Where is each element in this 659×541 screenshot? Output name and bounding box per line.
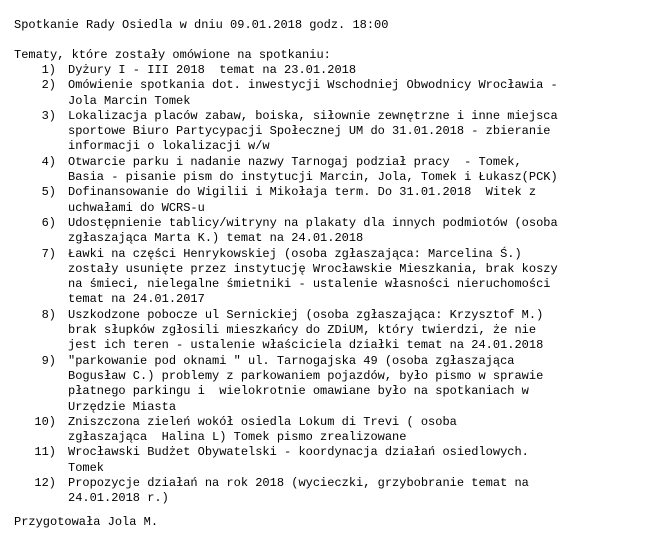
- topic-text-line: Zniszczona zieleń wokół osiedla Lokum di Trevi ( osoba: [68, 414, 457, 429]
- topic-text-line: jest ich teren - ustalenie właściciela działki temat na 24.01.2018: [68, 338, 544, 353]
- topic-number: 6): [41, 215, 56, 230]
- topic-item: [14, 216, 654, 247]
- topic-number: 4): [41, 154, 56, 169]
- topic-text-line: zostały usunięte przez instytucję Wrocławskie Mieszkania, brak koszy: [68, 261, 558, 276]
- topic-item: [14, 63, 654, 78]
- topic-text-line: brak słupków zgłosili mieszkańcy do ZDiUM, który twierdzi, że nie: [68, 323, 537, 338]
- topic-text-line: Tomek: [68, 460, 105, 475]
- topic-text-line: informacji o lokalizacji w/w: [68, 139, 270, 154]
- topic-text-line: Dyżury I - III 2018 temat na 23.01.2018: [68, 63, 357, 77]
- topic-number: 2): [41, 78, 56, 93]
- topic-text-line: Basia - pisanie pism do instytucji Marcin, Jola, Tomek i Łukasz(PCK): [68, 170, 558, 185]
- topic-number: 11): [34, 445, 56, 460]
- topic-text-line: płatnego parkingu i wielokrotnie omawiane było na spotkaniach w: [68, 384, 529, 399]
- topic-number: 10): [34, 414, 56, 429]
- topic-number: 1): [41, 63, 56, 77]
- document: [14, 18, 654, 507]
- topic-number: 7): [41, 246, 56, 261]
- topics-intro: Tematy, które zostały omówione na spotkaniu:: [14, 48, 331, 62]
- topic-text-line: Propozycje działań na rok 2018 (wycieczki, grzybobranie temat na: [68, 476, 529, 491]
- document-footer: Przygotowała Jola M.: [14, 515, 159, 529]
- topic-text-line: Bogusław C.) problemy z parkowaniem pojazdów, było pismo w sprawie: [68, 368, 544, 383]
- topic-text-line: 24.01.2018 r.): [68, 491, 169, 506]
- topic-item: [14, 78, 654, 109]
- topic-text-line: Uszkodzone pobocze ul Sernickiej (osoba zgłaszająca: Krzysztof M.): [68, 307, 544, 322]
- topic-text-line: uchwałami do WCRS-u: [68, 200, 205, 215]
- topic-text-line: Dofinansowanie do Wigilii i Mikołaja term. Do 31.01.2018 Witek z: [68, 185, 537, 200]
- topic-text-line: na śmieci, nielegalne śmietniki - ustalenie własności nieruchomości: [68, 277, 551, 292]
- topic-item: [14, 308, 654, 354]
- topic-text-line: Jola Marcin Tomek: [68, 93, 191, 108]
- topic-text-line: Lokalizacja placów zabaw, boiska, siłownie zewnętrzne i inne miejsca: [68, 108, 558, 123]
- topic-text-line: Ławki na części Henrykowskiej (osoba zgłaszająca: Marcelina Ś.): [68, 246, 522, 261]
- topic-item: [14, 109, 654, 155]
- topic-number: 8): [41, 307, 56, 322]
- topic-text-line: "parkowanie pod oknami " ul. Tarnogajska 49 (osoba zgłaszająca: [68, 353, 515, 368]
- topic-item: [14, 476, 654, 507]
- topic-item: [14, 155, 654, 186]
- topic-item: [14, 415, 654, 446]
- topic-number: 12): [34, 476, 56, 491]
- topics-list: [14, 63, 654, 507]
- topic-text-line: zgłaszająca Marta K.) temat na 24.01.2018: [68, 231, 364, 246]
- topic-text-line: Urzędzie Miasta: [68, 399, 177, 414]
- topic-item: [14, 354, 654, 415]
- topic-item: [14, 185, 654, 216]
- topic-number: 3): [41, 108, 56, 123]
- topic-number: 5): [41, 185, 56, 200]
- document-title: Spotkanie Rady Osiedla w dniu 09.01.2018 godz. 18:00: [14, 18, 389, 32]
- topic-number: 9): [41, 353, 56, 368]
- topic-text-line: Omówienie spotkania dot. inwestycji Wschodniej Obwodnicy Wrocławia -: [68, 78, 558, 93]
- topic-item: [14, 445, 654, 476]
- topic-text-line: Wrocławski Budżet Obywatelski - koordynacja działań osiedlowych.: [68, 445, 529, 460]
- topic-text-line: sportowe Biuro Partycypacji Społecznej UM do 31.01.2018 - zbieranie: [68, 124, 551, 139]
- topic-item: [14, 247, 654, 308]
- topic-text-line: Udostępnienie tablicy/witryny na plakaty dla innych podmiotów (osoba: [68, 215, 558, 230]
- topic-text-line: Otwarcie parku i nadanie nazwy Tarnogaj podział pracy - Tomek,: [68, 154, 522, 169]
- topic-text-line: zgłaszająca Halina L) Tomek pismo zrealizowane: [68, 430, 407, 445]
- topic-text-line: temat na 24.01.2017: [68, 292, 205, 307]
